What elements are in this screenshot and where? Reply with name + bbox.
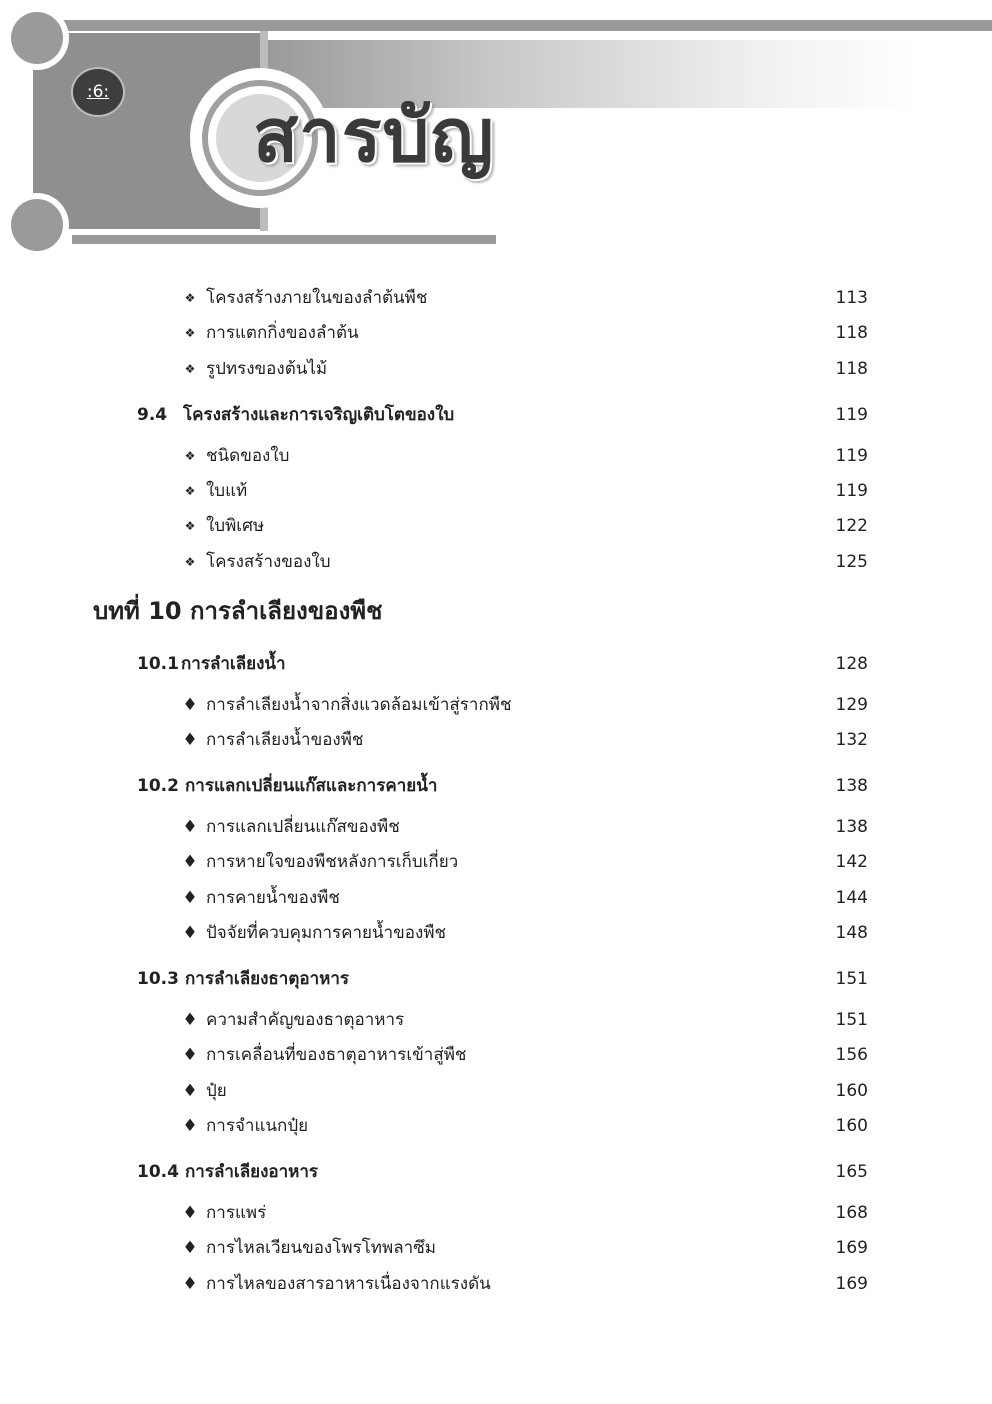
bullet-icon: ♦: [182, 1010, 198, 1030]
toc-item-text: ปัจจัยที่ควบคุมการคายน้ำของพืช: [206, 923, 447, 943]
toc-item[interactable]: [0, 812, 992, 842]
toc-item-text: การแตกกิ่งของลำต้น: [206, 323, 359, 343]
toc-item[interactable]: [0, 1005, 992, 1035]
bullet-icon: ♦: [182, 695, 198, 715]
toc-item-text: การจำแนกปุ๋ย: [206, 1116, 309, 1136]
toc-section-10-2[interactable]: [0, 771, 992, 801]
toc-item[interactable]: [0, 1076, 992, 1106]
toc-item-page: 113: [835, 288, 868, 308]
toc-item-text: การลำเลียงน้ำจากสิ่งแวดล้อมเข้าสู่รากพืช: [206, 695, 512, 715]
section-number: 10.3: [137, 969, 179, 989]
bullet-icon: ❖: [184, 362, 196, 376]
section-page: 138: [835, 776, 868, 796]
toc-item[interactable]: [0, 883, 992, 913]
bullet-icon: ♦: [182, 1203, 198, 1223]
toc-item-page: 148: [835, 923, 868, 943]
toc-item-page: 160: [835, 1081, 868, 1101]
toc-item[interactable]: [0, 441, 992, 471]
toc-item-text: ชนิดของใบ: [206, 446, 290, 466]
bullet-icon: ♦: [182, 923, 198, 943]
toc-section-10-4[interactable]: [0, 1157, 992, 1187]
decor-circle-top-inner: [11, 12, 63, 64]
section-number: 10.4: [137, 1162, 179, 1182]
decor-circle-bottom-inner: [11, 199, 63, 251]
chapter-heading[interactable]: บทที่ 10 การลำเลียงของพืช: [93, 597, 383, 625]
toc-item-text: การคายน้ำของพืช: [206, 888, 340, 908]
bullet-icon: ♦: [182, 817, 198, 837]
toc-item-page: 119: [835, 481, 868, 501]
toc-item-text: ความสำคัญของธาตุอาหาร: [206, 1010, 405, 1030]
toc-item-page: 118: [835, 323, 868, 343]
toc-item[interactable]: [0, 725, 992, 755]
toc-item-text: การหายใจของพืชหลังการเก็บเกี่ยว: [206, 852, 459, 872]
bullet-icon: ♦: [182, 888, 198, 908]
section-title: การลำเลียงอาหาร: [185, 1162, 319, 1182]
toc-item-page: 156: [835, 1045, 868, 1065]
bullet-icon: ❖: [184, 326, 196, 340]
toc-item-text: รูปทรงของต้นไม้: [206, 359, 328, 379]
section-page: 151: [835, 969, 868, 989]
toc-item[interactable]: [0, 1233, 992, 1263]
header-top-bar: [60, 20, 992, 31]
toc-item-text: การแลกเปลี่ยนแก๊สของพืช: [206, 817, 400, 837]
toc-item-page: 129: [835, 695, 868, 715]
section-title: การลำเลียงน้ำ: [181, 654, 286, 674]
toc-item[interactable]: [0, 1111, 992, 1141]
section-number: 10.2: [137, 776, 179, 796]
bullet-icon: ♦: [182, 1116, 198, 1136]
toc-item[interactable]: [0, 511, 992, 541]
toc-item[interactable]: [0, 318, 992, 348]
section-number: 10.1: [137, 654, 179, 674]
bullet-icon: ❖: [184, 555, 196, 569]
section-number: 9.4: [137, 405, 168, 425]
bullet-icon: ❖: [184, 484, 196, 498]
toc-item-text: ใบแท้: [206, 481, 248, 501]
toc-item[interactable]: [0, 547, 992, 577]
toc-item-text: ปุ๋ย: [206, 1081, 227, 1101]
toc-item[interactable]: [0, 847, 992, 877]
toc-item-page: 144: [835, 888, 868, 908]
toc-item[interactable]: [0, 918, 992, 948]
toc-item-page: 118: [835, 359, 868, 379]
toc-item-text: ใบพิเศษ: [206, 516, 265, 536]
header-bottom-bar: [72, 235, 496, 244]
toc-item[interactable]: [0, 283, 992, 313]
toc-item-page: 119: [835, 446, 868, 466]
bullet-icon: ♦: [182, 730, 198, 750]
toc-item-text: การแพร่: [206, 1203, 267, 1223]
toc-item-page: 169: [835, 1274, 868, 1294]
toc-item-page: 138: [835, 817, 868, 837]
bullet-icon: ♦: [182, 1238, 198, 1258]
section-title: การแลกเปลี่ยนแก๊สและการคายน้ำ: [185, 776, 438, 796]
toc-item-text: การเคลื่อนที่ของธาตุอาหารเข้าสู่พืช: [206, 1045, 467, 1065]
toc-item-page: 169: [835, 1238, 868, 1258]
bullet-icon: ♦: [182, 1081, 198, 1101]
toc-item-page: 142: [835, 852, 868, 872]
toc-item[interactable]: [0, 354, 992, 384]
toc-item-text: การไหลเวียนของโพรโทพลาซึม: [206, 1238, 436, 1258]
bullet-icon: ♦: [182, 1274, 198, 1294]
toc-section-9-4[interactable]: [0, 400, 992, 430]
section-page: 165: [835, 1162, 868, 1182]
toc-item-page: 132: [835, 730, 868, 750]
toc-item-text: การลำเลียงน้ำของพืช: [206, 730, 364, 750]
section-page: 119: [835, 405, 868, 425]
toc-item-page: 160: [835, 1116, 868, 1136]
bullet-icon: ♦: [182, 1045, 198, 1065]
page-number-badge: :6:: [71, 67, 125, 117]
bullet-icon: ♦: [182, 852, 198, 872]
toc-item[interactable]: [0, 1040, 992, 1070]
section-page: 128: [835, 654, 868, 674]
page-title: สารบัญ: [253, 93, 495, 179]
bullet-icon: ❖: [184, 449, 196, 463]
section-title: การลำเลียงธาตุอาหาร: [185, 969, 350, 989]
toc-item[interactable]: [0, 476, 992, 506]
toc-item-text: โครงสร้างของใบ: [206, 552, 331, 572]
bullet-icon: ❖: [184, 291, 196, 305]
toc-item-page: 125: [835, 552, 868, 572]
toc-item-text: การไหลของสารอาหารเนื่องจากแรงดัน: [206, 1274, 491, 1294]
toc-item-page: 151: [835, 1010, 868, 1030]
toc-section-10-1[interactable]: [0, 649, 992, 679]
bullet-icon: ❖: [184, 519, 196, 533]
toc-item-page: 168: [835, 1203, 868, 1223]
toc-item[interactable]: [0, 690, 992, 720]
toc-item[interactable]: [0, 1198, 992, 1228]
toc-item[interactable]: [0, 1269, 992, 1299]
toc-section-10-3[interactable]: [0, 964, 992, 994]
section-title: โครงสร้างและการเจริญเติบโตของใบ: [183, 405, 455, 425]
toc-item-page: 122: [835, 516, 868, 536]
toc-item-text: โครงสร้างภายในของลำต้นพืช: [206, 288, 428, 308]
